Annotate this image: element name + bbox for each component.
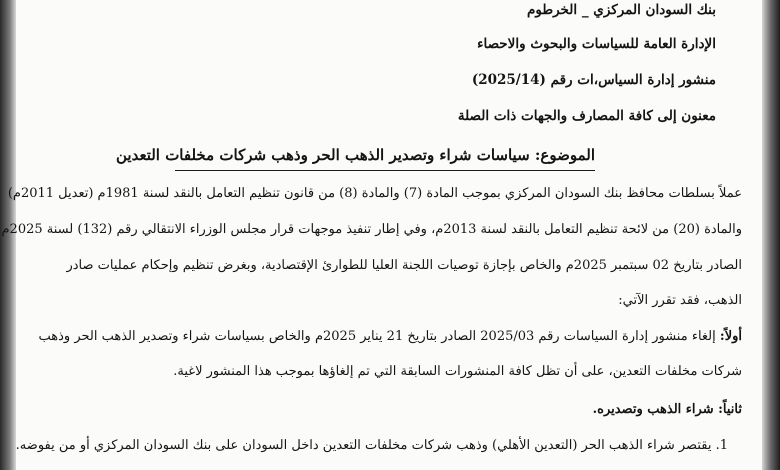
list-item: 1. يقتصر شراء الذهب الحر (التعدين الأهلي) وذهب شركات مخلفات التعدين داخل السودان على بنك السودان المركزي أو من يفوضه. <box>15 438 728 453</box>
subject-underline <box>175 170 595 171</box>
body-paragraph-line: عملاً بسلطات محافظ بنك السودان المركزي بموجب المادة (7) والمادة (8) من قانون تنظيم التعامل بالنقد لسنة 1981م (تعديل 2011م) <box>7 186 742 201</box>
scan-edge-right <box>762 0 780 470</box>
department-name: الإدارة العامة للسياسات والبحوث والاحصاء <box>477 36 716 52</box>
body-paragraph-line: شركات مخلفات التعدين، على أن تظل كافة المنشورات السابقة التي تم إلغاؤها بموجب هذا المنشور لاغية. <box>173 364 742 379</box>
first-clause <box>39 329 743 344</box>
body-paragraph-line: الصادر بتاريخ 02 سبتمبر 2025م والخاص بإجازة توصيات اللجنة العليا للطوارئ الإقتصادية، وبغرض تنظيم وإحكام عمليات صادر <box>66 258 742 273</box>
subject-line: الموضوع: سياسات شراء وتصدير الذهب الحر وذهب شركات مخلفات التعدين <box>116 146 595 164</box>
first-clause-text: إلغاء منشور إدارة السياسات رقم 2025/03 الصادر بتاريخ 21 يناير 2025م والخاص بسياسات شراء وتصدير الذهب الحر وذهب <box>38 329 716 344</box>
bank-name: بنك السودان المركزي _ الخرطوم <box>527 2 716 18</box>
body-paragraph-line: الذهب، فقد تقرر الآتي: <box>618 293 742 308</box>
second-clause-heading: ثانياً: شراء الذهب وتصديره. <box>592 402 742 417</box>
first-clause-label: أولاً: <box>719 329 742 344</box>
body-paragraph-line: والمادة (20) من لائحة تنظيم التعامل بالنقد لسنة 2013م، وفي إطار تنفيذ موجهات قرار مجلس الوزراء الانتقالي رقم (132) لسنة 2025م <box>1 222 742 237</box>
circular-reference: منشور إدارة السياس،ات رقم (2025/14) <box>471 72 716 88</box>
addressee: معنون إلى كافة المصارف والجهات ذات الصلة <box>457 108 716 124</box>
